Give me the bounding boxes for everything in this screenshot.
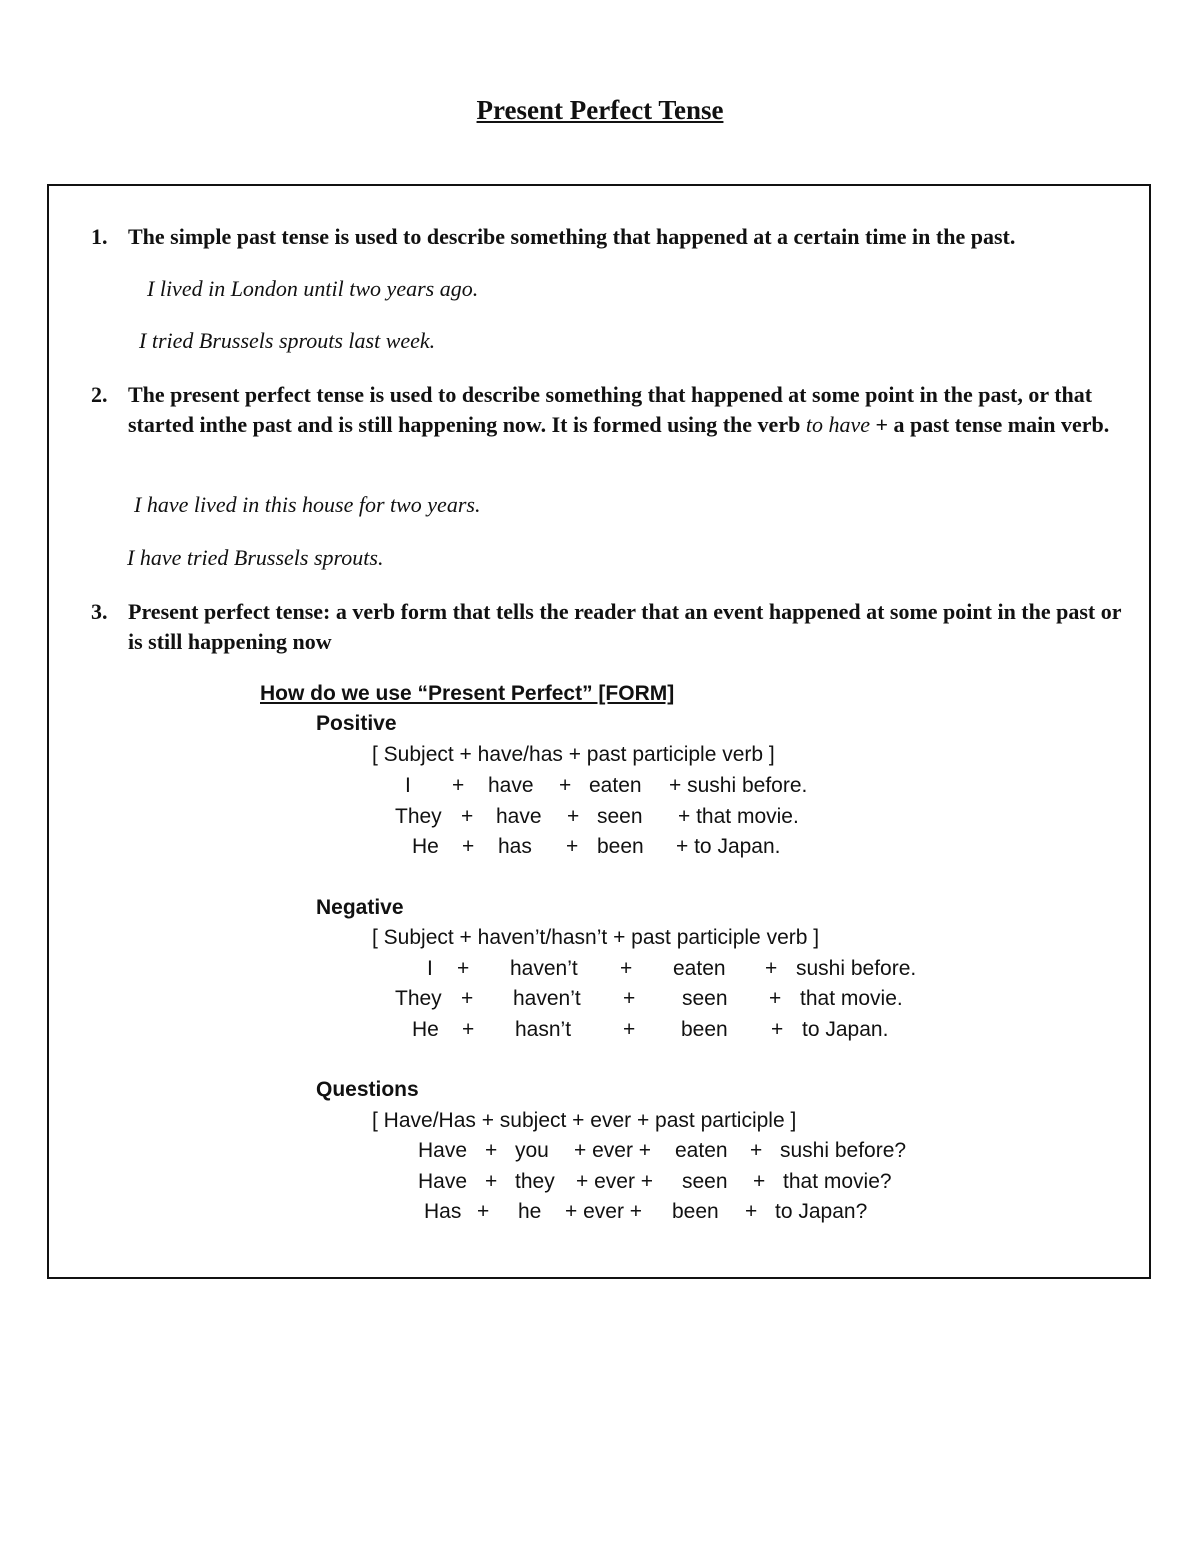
table-cell: Have: [418, 1170, 468, 1193]
table-cell: They: [395, 987, 442, 1010]
table-cell: +: [461, 805, 474, 828]
table-cell: have: [488, 774, 534, 797]
table-cell: been: [681, 1018, 728, 1041]
form-heading: How do we use “Present Perfect” [FORM]: [260, 682, 675, 705]
table-cell: +: [769, 987, 782, 1010]
table-cell: + ever +: [574, 1139, 652, 1162]
example-sentence: I have tried Brussels sprouts.: [127, 545, 384, 570]
table-cell: +: [567, 805, 580, 828]
pattern-positive: [ Subject + have/has + past participle verb ]: [372, 743, 775, 766]
table-cell: I: [405, 774, 411, 797]
table-cell: Have: [418, 1139, 468, 1162]
table-cell: + that movie.: [678, 805, 799, 828]
table-cell: seen: [682, 987, 728, 1010]
table-cell: to Japan.: [802, 1018, 889, 1041]
table-cell: he: [518, 1200, 542, 1223]
table-cell: I: [427, 957, 433, 980]
table-cell: haven’t: [510, 957, 578, 980]
table-cell: seen: [682, 1170, 728, 1193]
pattern-questions: [ Have/Has + subject + ever + past participle ]: [372, 1109, 797, 1132]
table-cell: +: [765, 957, 778, 980]
table-cell: + ever +: [576, 1170, 654, 1193]
table-cell: sushi before.: [796, 957, 917, 980]
table-cell: He: [412, 1018, 439, 1041]
table-cell: to Japan?: [775, 1200, 868, 1223]
table-cell: have: [496, 805, 542, 828]
example-sentence: I have lived in this house for two years.: [134, 492, 481, 517]
table-cell: Has: [424, 1200, 462, 1223]
table-cell: They: [395, 805, 442, 828]
table-cell: that movie.: [800, 987, 903, 1010]
table-cell: + to Japan.: [676, 835, 781, 858]
item-number: 1.: [91, 224, 108, 249]
table-cell: +: [771, 1018, 784, 1041]
table-cell: +: [457, 957, 470, 980]
item-number: 3.: [91, 599, 108, 624]
section-label-negative: Negative: [316, 896, 404, 919]
table-cell: + sushi before.: [669, 774, 808, 797]
table-cell: +: [559, 774, 572, 797]
table-cell: +: [753, 1170, 766, 1193]
table-cell: +: [485, 1170, 498, 1193]
table-cell: +: [620, 957, 633, 980]
table-cell: been: [597, 835, 644, 858]
table-cell: +: [462, 835, 475, 858]
table-cell: +: [452, 774, 465, 797]
page-title: Present Perfect Tense: [476, 95, 724, 125]
table-cell: seen: [597, 805, 643, 828]
table-cell: +: [485, 1139, 498, 1162]
table-cell: hasn’t: [515, 1018, 572, 1041]
item-text: Present perfect tense: a verb form that tells the reader that an event happened at some point in the past or is still happening now: [128, 599, 1122, 654]
table-cell: +: [461, 987, 474, 1010]
table-cell: +: [623, 1018, 636, 1041]
example-sentence: I tried Brussels sprouts last week.: [139, 328, 436, 353]
table-cell: +: [750, 1139, 763, 1162]
item-text: The simple past tense is used to describe something that happened at a certain time in the past.: [128, 224, 1016, 249]
table-cell: sushi before?: [780, 1139, 907, 1162]
table-cell: you: [515, 1139, 549, 1162]
pattern-negative: [ Subject + haven’t/hasn’t + past participle verb ]: [372, 926, 820, 949]
table-cell: haven’t: [513, 987, 581, 1010]
emphasis: to have: [805, 412, 870, 437]
section-label-questions: Questions: [316, 1078, 419, 1101]
table-cell: been: [672, 1200, 719, 1223]
item-number: 2.: [91, 382, 108, 407]
table-cell: eaten: [675, 1139, 728, 1162]
table-cell: eaten: [589, 774, 642, 797]
example-sentence: I lived in London until two years ago.: [147, 276, 479, 301]
table-cell: +: [623, 987, 636, 1010]
table-cell: has: [498, 835, 532, 858]
table-cell: + ever +: [565, 1200, 643, 1223]
table-cell: eaten: [673, 957, 726, 980]
table-cell: +: [477, 1200, 490, 1223]
table-cell: that movie?: [783, 1170, 892, 1193]
item-text: The present perfect tense is used to describe something that happened at some point in the past, or that started inthe past and is still happening now. It is formed using the verb to have + a past tense main verb.: [128, 382, 1110, 437]
table-cell: +: [745, 1200, 758, 1223]
section-label-positive: Positive: [316, 712, 397, 735]
table-cell: He: [412, 835, 439, 858]
table-cell: +: [566, 835, 579, 858]
table-cell: +: [462, 1018, 475, 1041]
table-cell: they: [515, 1170, 555, 1193]
